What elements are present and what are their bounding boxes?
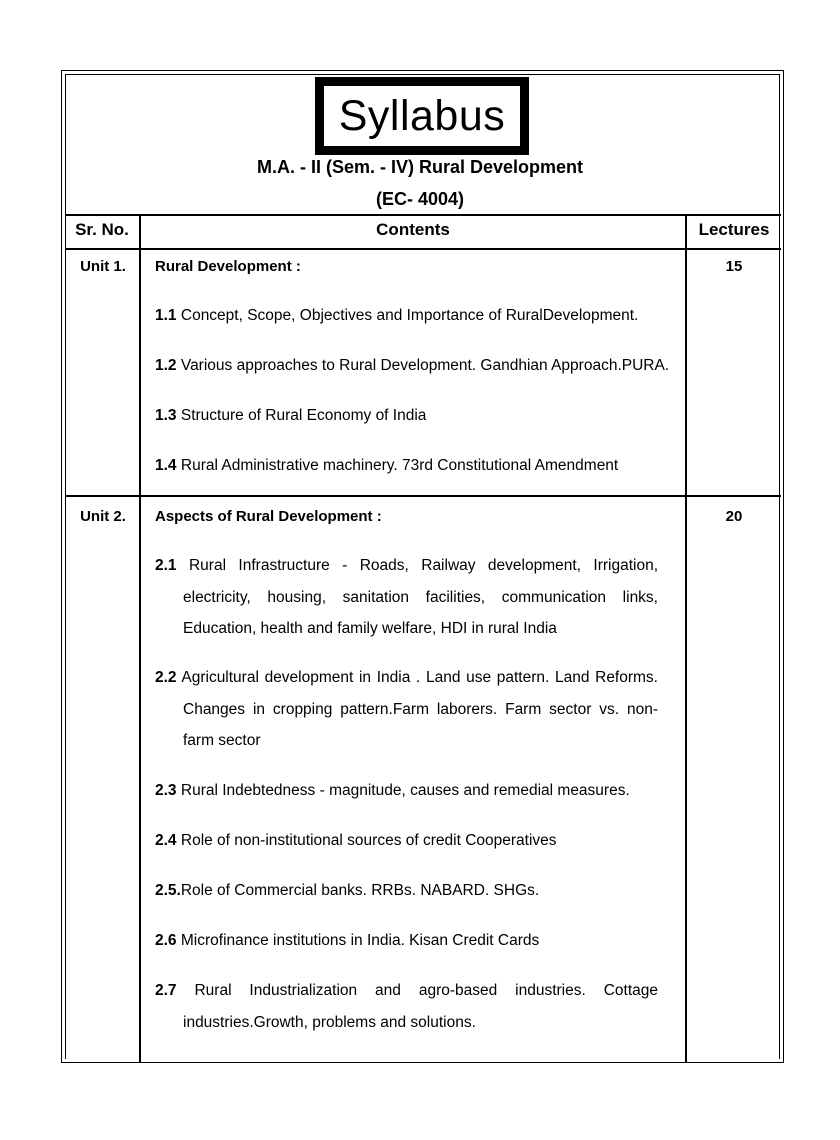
item-line: Education, health and family welfare, HDI in rural India	[183, 620, 557, 637]
item-line	[155, 550, 658, 582]
item-number: 2.7	[155, 982, 177, 999]
list-item	[155, 975, 658, 1038]
page-title: Syllabus	[324, 86, 520, 146]
item-number: 2.2	[155, 669, 177, 686]
unit-title: Aspects of Rural Development :	[155, 508, 382, 525]
unit-lectures: 15	[725, 258, 743, 275]
item-line: Changes in cropping pattern.Farm laborers. Farm sector vs. non-	[183, 700, 658, 718]
list-item	[155, 775, 630, 807]
column-header-sr-no: Sr. No.	[75, 220, 129, 239]
item-number: 1.2	[155, 357, 177, 374]
item-number: 1.1	[155, 307, 177, 324]
header-bottom-rule	[65, 248, 781, 250]
item-text: Rural Infrastructure - Roads, Railway development, Irrigation,	[188, 557, 659, 574]
item-text: Microfinance institutions in India. Kisan Credit Cards	[180, 932, 540, 949]
item-text: Concept, Scope, Objectives and Importance of RuralDevelopment.	[180, 307, 639, 324]
list-item	[155, 300, 638, 332]
column-header-contents: Contents	[376, 220, 450, 239]
item-text: Rural Industrialization and agro-based industries. Cottage	[194, 982, 658, 999]
list-item	[155, 550, 658, 645]
list-item	[155, 662, 658, 757]
item-line: farm sector	[183, 732, 261, 749]
syllabus-title-box	[315, 77, 529, 155]
list-item	[155, 450, 618, 482]
item-number: 2.5.	[155, 882, 181, 899]
item-number: 2.1	[155, 557, 177, 574]
item-number: 1.3	[155, 407, 177, 424]
table-top-rule	[65, 214, 781, 216]
item-line: industries.Growth, problems and solutions.	[183, 1013, 476, 1031]
course-code: (EC- 4004)	[375, 189, 465, 209]
column-divider-left	[139, 214, 141, 1062]
item-number: 1.4	[155, 457, 177, 474]
item-text: Role of non-institutional sources of credit Cooperatives	[180, 832, 557, 849]
item-text: Structure of Rural Economy of India	[180, 407, 427, 424]
unit-label: Unit 1.	[80, 258, 126, 275]
unit-lectures: 20	[725, 508, 743, 525]
item-number: 2.4	[155, 832, 177, 849]
item-text: Role of Commercial banks. RRBs. NABARD. SHGs.	[180, 882, 540, 899]
unit-label: Unit 2.	[80, 508, 126, 525]
item-line	[155, 662, 658, 694]
item-line	[155, 975, 658, 1007]
column-header-lectures: Lectures	[698, 220, 770, 239]
item-text: Rural Administrative machinery. 73rd Constitutional Amendment	[180, 457, 619, 474]
item-number: 2.3	[155, 782, 177, 799]
list-item	[155, 350, 669, 382]
item-number: 2.6	[155, 932, 177, 949]
course-title: M.A. - II (Sem. - IV) Rural Development	[256, 157, 584, 177]
list-item	[155, 925, 539, 957]
column-divider-right	[685, 214, 687, 1062]
unit-divider-rule	[65, 495, 781, 497]
list-item	[155, 825, 557, 857]
item-text: Rural Indebtedness - magnitude, causes and remedial measures.	[180, 782, 630, 799]
list-item	[155, 400, 426, 432]
unit-title: Rural Development :	[155, 258, 301, 275]
item-line: electricity, housing, sanitation facilities, communication links,	[183, 588, 658, 606]
item-text: Various approaches to Rural Development. Gandhian Approach.PURA.	[180, 357, 670, 374]
list-item	[155, 875, 539, 907]
item-text: Agricultural development in India . Land use pattern. Land Reforms.	[181, 669, 658, 686]
